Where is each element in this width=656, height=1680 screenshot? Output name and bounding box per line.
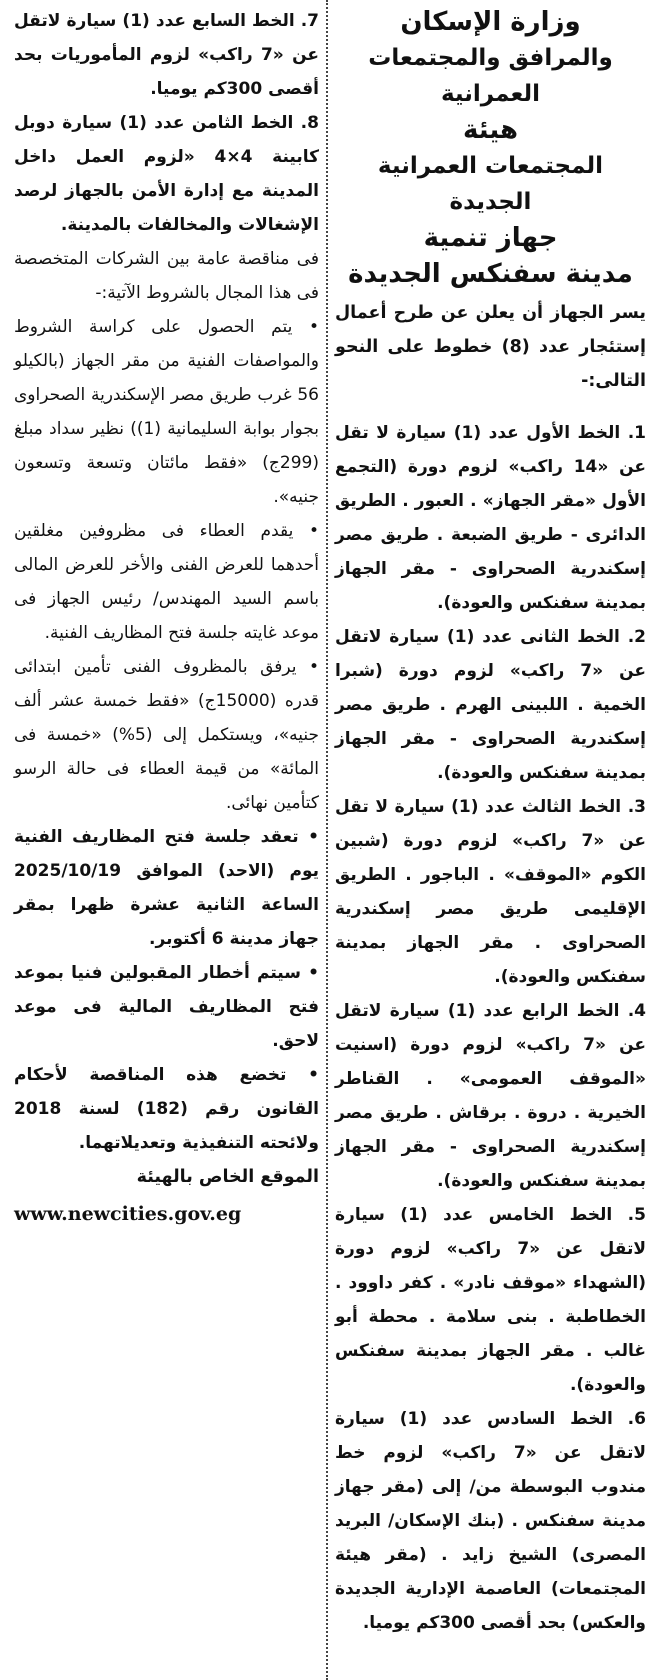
condition-item-6: • تخضع هذه المناقصة لأحكام القانون رقم (182) لسنة 2018 ولائحته التنفيذية وتعديلاتهما. [14, 1065, 319, 1153]
line-item-4: 4. الخط الرابع عدد (1) سيارة لاتقل عن «7 راكب» لزوم دورة (اسنيت «الموقف العمومى» . القناطر الخيرية . دروة . برقاش . طريق مصر إسكندرية الصحراوى - مقر الجهاز بمدينة سفنكس والعودة). [335, 1000, 646, 1191]
line-item-1: 1. الخط الأول عدد (1) سيارة لا تقل عن «14 راكب» لزوم دورة (التجمع الأول «مقر الجهاز» . العبور . الطريق الدائرى - طريق الضبعة . طريق مصر إسكندرية الصحراوى - مقر الجهاز بمدينة سفنكس والعودة). [335, 422, 647, 613]
ministry-subtitle: والمرافق والمجتمعات العمرانية [368, 45, 613, 107]
condition-item-3: • يرفق بالمظروف الفنى تأمين ابتدائى قدره (15000ج) «فقط خمسة عشر ألف جنيه»، ويستكمل إلى (5%) «خمسة فى المائة» من قيمة العطاء فى حالة الرسو كتأمين نهائى. [14, 657, 320, 813]
agency-title: جهاز تنمية [423, 223, 558, 253]
condition-item-1: • يتم الحصول على كراسة الشروط والمواصفات الفنية من مقر الجهاز (بالكيلو 56 غرب طريق مصر الإسكندرية الصحراوى بجوار بوابة السليمانية (1)) نظير سداد مبلغ (299ج) «فقط مائتان وتسعة وتسعون جنيه». [14, 317, 319, 507]
header-block [335, 4, 646, 292]
line-item-2: 2. الخط الثانى عدد (1) سيارة لاتقل عن «7 راكب» لزوم دورة (شبرا الخمية . اللبينى الهرم . طريق مصر إسكندرية الصحراوى - مقر الجهاز بمدينة سفنكس والعودة). [335, 626, 647, 783]
ministry-title: وزارة الإسكان [400, 7, 581, 37]
condition-item-2: • يقدم العطاء فى مظروفين مغلقين أحدهما للعرض الفنى والأخر للعرض المالى باسم السيد المهندس/ رئيس الجهاز فى موعد غايته جلسة فتح المظاريف الفنية. [14, 521, 319, 643]
tender-intro: فى مناقصة عامة بين الشركات المتخصصة فى هذا المجال بالشروط الآتية:- [14, 249, 319, 303]
site-label: الموقع الخاص بالهيئة [136, 1167, 319, 1187]
authority-title: هيئة [462, 115, 519, 145]
column-divider [326, 0, 328, 1680]
line-item-5: 5. الخط الخامس عدد (1) سيارة لاتقل عن «7 راكب» لزوم دورة (الشهداء «موقف نادر» . كفر داوود . الخطاطبة . بنى سلامة . محطة أبو غالب . مقر الجهاز بمدينة سفنكس والعودة). [335, 1204, 646, 1395]
condition-item-4: • تعقد جلسة فتح المظاريف الفنية يوم (الاحد) الموافق 2025/10/19 الساعة الثانية عشرة ظهرا بمقر جهاز مدينة 6 أكتوبر. [14, 827, 319, 949]
line-item-3: 3. الخط الثالث عدد (1) سيارة لا تقل عن «7 راكب» لزوم دورة (شبين الكوم «الموقف» . الباجور . الطريق الإقليمى طريق مصر إسكندرية الصحراوى . مقر الجهاز بمدينة سفنكس والعودة). [335, 796, 647, 987]
website-link[interactable]: www.newcities.gov.eg [14, 1203, 242, 1225]
left-column [0, 0, 327, 1680]
line-item-8: 8. الخط الثامن عدد (1) سيارة دوبل كابينة 4×4 «لزوم العمل داخل المدينة مع إدارة الأمن بالجهاز لرصد الإشغالات والمخالفات بالمدينة. [14, 113, 320, 235]
city-title: مدينة سفنكس الجديدة [348, 259, 633, 289]
condition-item-5: • سيتم أخطار المقبولين فنيا بموعد فتح المظاريف المالية فى موعد لاحق. [14, 963, 319, 1051]
right-column [327, 0, 656, 1680]
line-item-6: 6. الخط السادس عدد (1) سيارة لاتقل عن «7 راكب» لزوم خط مندوب البوسطة من/ إلى (مقر جهاز مدينة سفنكس . (بنك الإسكان/ البريد المصرى) الشيخ زايد . (مقر هيئة المجتمعات) العاصمة الإدارية الجديدة والعكس) بحد أقصى 300كم يوميا. [335, 1408, 646, 1633]
line-item-7: 7. الخط السابع عدد (1) سيارة لاتقل عن «7 راكب» لزوم المأموريات بحد أقصى 300كم يوميا. [14, 11, 319, 99]
authority-subtitle: المجتمعات العمرانية الجديدة [377, 153, 604, 215]
intro-text: يسر الجهاز أن يعلن عن طرح أعمال إستئجار عدد (8) خطوط على النحو التالى:- [335, 303, 647, 391]
